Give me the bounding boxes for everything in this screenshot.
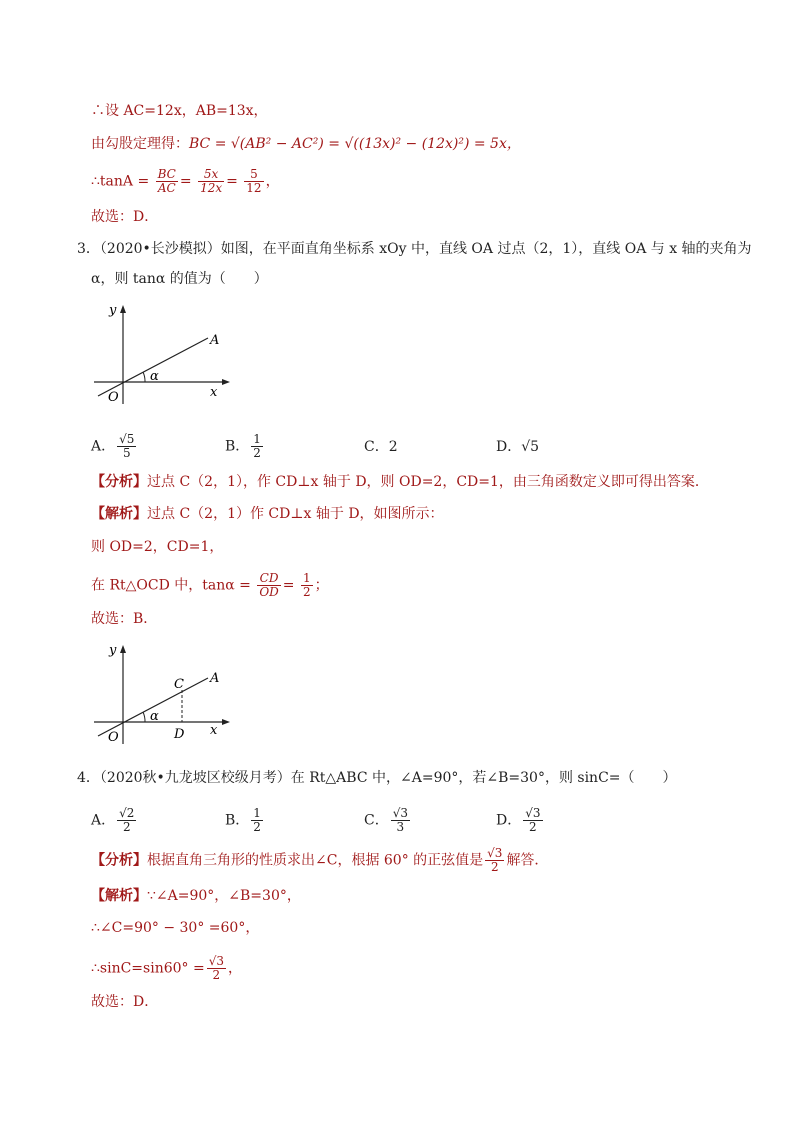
q4-analysis-text: 根据直角三角形的性质求出∠C，根据 60° 的正弦值是 <box>147 852 484 869</box>
q3-option-d: D．√5 <box>496 439 540 455</box>
q3-answer: 故选：B． <box>91 611 158 627</box>
prev-let-line: ∴设 AC=12x，AB=13x， <box>91 103 268 119</box>
q4-sin-prefix: ∴sinC=sin60° = <box>91 960 205 977</box>
q3-stem-line-1: 3．（2020•长沙模拟）如图，在平面直角坐标系 xOy 中，直线 OA 过点（2，1），直线 OA 与 x 轴的夹角为 <box>77 241 752 257</box>
q3-option-c: C．2 <box>364 439 398 455</box>
prev-tan-frac-1: $\frac{BC}{AC}$ <box>157 167 176 195</box>
prev-answer: 故选：D． <box>91 209 159 225</box>
q3-option-b: B． $\frac{1}{2}$ <box>225 432 261 460</box>
prev-pythag-line <box>91 134 521 154</box>
q3-solution-a-label: A <box>210 671 220 686</box>
q4-option-b: B． $\frac{1}{2}$ <box>225 806 261 834</box>
q3-solution-d-label: D <box>174 727 185 742</box>
q3-angle-label: α <box>150 369 159 384</box>
q4-option-a: A． $\frac{√2}{2}$ <box>91 806 135 834</box>
q4-sin-line: ∴sinC=sin60° = $\frac{√3}{2}$ ， <box>91 954 242 982</box>
q3-figure <box>90 300 240 410</box>
q4-solution-tag: 【解析】 <box>91 888 147 904</box>
prev-tan-frac-2: $\frac{5x}{12x}$ <box>200 167 223 195</box>
q4-solution-text: ∵∠A=90°，∠B=30°， <box>147 888 301 904</box>
q3-solution-c-label: C <box>174 677 184 692</box>
q4-analysis: 【分析】根据直角三角形的性质求出∠C，根据 60° 的正弦值是 $\frac{√3}{2}$ 解答． <box>91 846 549 874</box>
q3-solution-origin-label: O <box>108 730 119 745</box>
q3-solution-text: 过点 C（2，1）作 CD⊥x 轴于 D，如图所示： <box>147 506 444 522</box>
q3-tan-frac-1: $\frac{CD}{OD}$ <box>259 571 279 599</box>
q3-origin-label: O <box>108 390 119 405</box>
prev-tan-prefix: ∴tanA = <box>91 173 150 190</box>
q3-analysis <box>91 472 709 492</box>
prev-tan-frac-3: $\frac{5}{12}$ <box>246 167 262 195</box>
q3-analysis-tag: 【分析】 <box>91 474 147 490</box>
q3-od-line: 则 OD=2，CD=1， <box>91 539 224 555</box>
q3-tan-prefix: 在 Rt△OCD 中，tanα = <box>91 577 251 594</box>
q3-analysis-text: 过点 C（2，1），作 CD⊥x 轴于 D，则 OD=2，CD=1，由三角函数定义即可得出答案． <box>147 474 709 490</box>
q3-solution-angle-label: α <box>150 709 159 724</box>
q4-angle-c-line: ∴∠C=90° − 30° =60°， <box>91 920 260 936</box>
prev-tan-line: ∴tanA = $\frac{BC}{AC}$ = $\frac{5x}{12x}$ = $\frac{5}{12}$ ， <box>91 167 280 195</box>
q4-answer: 故选：D． <box>91 994 159 1010</box>
q3-point-a-label: A <box>210 333 220 348</box>
q3-y-axis-label: y <box>109 303 117 318</box>
prev-pythag-prefix: 由勾股定理得： <box>91 136 189 152</box>
q3-solution-y-label: y <box>109 643 117 658</box>
q3-stem-line-2: α，则 tanα 的值为（ ） <box>91 271 268 287</box>
q4-option-d: D． $\frac{√3}{2}$ <box>496 806 541 834</box>
q3-solution-tag: 【解析】 <box>91 506 147 522</box>
q4-stem: 4．（2020秋•九龙坡区校级月考）在 Rt△ABC 中，∠A=90°，若∠B=30°，则 sinC=（ ） <box>77 770 677 786</box>
q3-option-a: A． $\frac{√5}{5}$ <box>91 432 135 460</box>
q4-option-c: C． $\frac{√3}{3}$ <box>364 806 408 834</box>
q3-solution-x-label: x <box>210 723 218 738</box>
q3-solution <box>91 504 444 524</box>
q3-tan-frac-2: $\frac{1}{2}$ <box>302 571 311 599</box>
q4-sin-frac: $\frac{√3}{2}$ <box>208 954 224 982</box>
q4-solution <box>91 886 301 906</box>
q3-solution-figure <box>90 640 240 750</box>
q3-tan-line: 在 Rt△OCD 中，tanα = $\frac{CD}{OD}$ = $\frac{1}{2}$ ； <box>91 571 329 599</box>
q3-x-axis-label: x <box>210 385 218 400</box>
prev-bc-expression: BC = √(AB² − AC²) = √((13x)² − (12x)²) = 5x， <box>189 136 521 152</box>
q4-analysis-tag: 【分析】 <box>91 852 147 869</box>
q4-analysis-frac: $\frac{√3}{2}$ <box>487 846 503 874</box>
